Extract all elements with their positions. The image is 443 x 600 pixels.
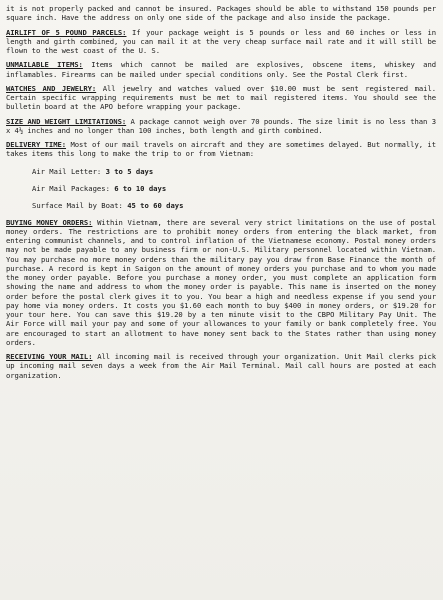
unmailable-heading: UNMAILABLE ITEMS: xyxy=(6,60,83,70)
unmailable-section xyxy=(6,60,436,79)
airlift-heading: AIRLIFT OF 5 POUND PARCELS: xyxy=(6,27,127,37)
airlift-section xyxy=(6,28,436,56)
delivery-text: Most of our mail travels on aircraft and they are sometimes delayed. But normally, it takes items this long to make the trip to or from Vietnam: xyxy=(6,140,436,159)
money-text: Within Vietnam, there are several very strict limitations on the use of postal money orders. The restrictions are to prohibit money orders from entering the black market, from entering communist channels, and to control inflation of the Vietnamese economy. Postal money orders may not be made payable to any business firm or non-U.S. Military personnel located within Vietnam. You may purchase no more money orders than the military pay you draw from Base Finance the month of purchase. A record is kept in Saigon on the amount of money orders you purchase and to whom you made the money order payable. Before you purchase a money order, you must complete an application form showing the name and address to whom the money order is payable. This name is inserted on the money order before the postal clerk gives it to you. You bear a high and needless expense if you send your pay home via money orders. It costs you $1.60 each month to buy $400 in money orders, or $19.20 for your tour here. You can save this $19.20 by a ten minute visit to the CBPO Military Pay Unit. The Air Force will mail your pay and some of your allowances to your family or bank completely free. You are encouraged to start an allotment to have money sent back to the States rather than using money orders. xyxy=(6,217,436,347)
delivery-item-value: 45 to 60 days xyxy=(127,200,184,210)
delivery-heading: DELIVERY TIME: xyxy=(6,140,67,149)
receiving-heading: RECEIVING YOUR MAIL: xyxy=(6,352,93,361)
delivery-item-value: 6 to 10 days xyxy=(114,183,167,193)
watches-text: All jewelry and watches valued over $10.00 must be sent registered mail. Certain specific wrapping requirements must be met to mail registered items. You should see the bulletin board at the APO before wrapping your package. xyxy=(6,83,436,112)
delivery-item-surface-mail xyxy=(32,201,436,210)
intro-paragraph: it is not properly packed and cannot be insured. Packages should be able to withstand 150 pounds per square inch. Have the address on only one side of the package and also inside the package. xyxy=(6,4,436,23)
money-heading: BUYING MONEY ORDERS: xyxy=(6,217,93,227)
delivery-item-airmail-packages xyxy=(32,184,436,193)
delivery-item-value: 3 to 5 days xyxy=(105,166,154,176)
delivery-item-label: Air Mail Packages: xyxy=(32,183,110,193)
airlift-text: If your package weight is 5 pounds or less and 60 inches or less in length and girth combined, you can mail it at the very cheap surface mail rate and it will still be flown to the west coast of the U. S. xyxy=(6,27,436,55)
watches-heading: WATCHES AND JEWELRY: xyxy=(6,83,97,93)
size-text: A package cannot weigh over 70 pounds. The size limit is no less than 3 x 4½ inches and no longer than 100 inches, both length and girth combined. xyxy=(6,116,436,135)
receiving-text: All incoming mail is received through your organization. Unit Mail clerks pick up incoming mail seven days a week from the Air Mail Terminal. Mail call hours are posted at each organization. xyxy=(6,352,436,380)
size-heading: SIZE AND WEIGHT LIMITATIONS: xyxy=(6,116,127,126)
delivery-section xyxy=(6,140,436,159)
receiving-section xyxy=(6,352,436,380)
size-section xyxy=(6,117,436,136)
unmailable-text: Items which cannot be mailed are explosives, obscene items, whiskey and inflamables. Firearms can be mailed under special conditions only. See the Postal Clerk first. xyxy=(6,60,436,79)
delivery-item-label: Surface Mail by Boat: xyxy=(32,200,123,210)
watches-section xyxy=(6,84,436,112)
delivery-item-label: Air Mail Letter: xyxy=(32,166,102,176)
delivery-item-airmail-letter xyxy=(32,167,436,176)
money-section xyxy=(6,218,436,348)
